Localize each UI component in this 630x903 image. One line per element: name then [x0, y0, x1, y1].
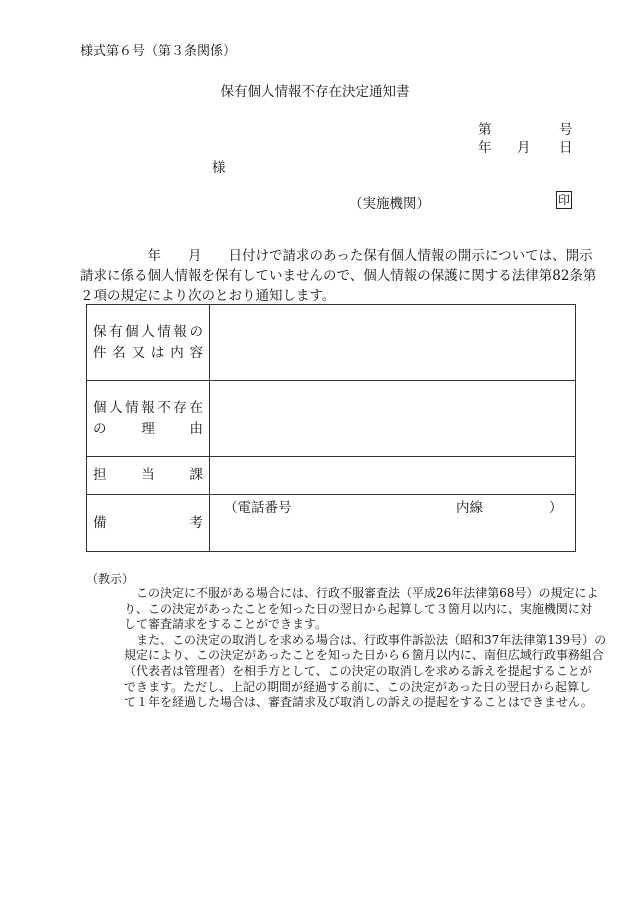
instruction-line-4: また、この決定の取消しを求める場合は、行政事件訴訟法（昭和37年法律第139号）の	[124, 632, 607, 647]
number-dai-label: 第	[478, 122, 492, 138]
instruction-line-1: この決定に不服がある場合には、行政不服審査法（平成26年法律第68号）の規定によ	[124, 586, 599, 600]
body-line-3: ２項の規定により次のとおり通知します。	[80, 288, 336, 304]
table-row	[87, 457, 576, 495]
extension-label: 内線	[456, 499, 483, 516]
label-item-name	[87, 305, 210, 381]
date-month-label: 月	[517, 140, 531, 156]
label-section-text: 担当課	[93, 467, 203, 483]
addressee-sama: 様	[212, 160, 226, 176]
instruction-line-6: （代表者は管理者）を相手方として、この決定の取消しを求める訴えを提起することが	[124, 663, 592, 678]
label-section	[87, 457, 210, 495]
phone-label: （電話番号	[224, 499, 292, 516]
label-reason-line1: 個人情報不存在	[93, 399, 203, 416]
value-section[interactable]	[210, 457, 576, 516]
document-title: 保有個人情報不存在決定通知書	[220, 84, 410, 100]
agency-label: （実施機関）	[349, 196, 430, 212]
instruction-line-5: 規定により、この決定があったことを知った日から６箇月以内に、南但広域行政事務組合	[124, 648, 604, 663]
instruction-heading: （教示）	[86, 572, 135, 586]
notice-body	[80, 246, 597, 306]
instruction-line-3: して審査請求をすることができます。	[124, 617, 328, 632]
label-reason-line2: の理由	[93, 420, 203, 437]
table-row	[87, 495, 576, 552]
label-reason	[87, 381, 210, 457]
instruction-line-7: できます。ただし、上記の期間が経過する前に、この決定があった日の翌日から起算し	[124, 679, 591, 694]
form-number: 様式第６号（第３条関係）	[80, 44, 237, 59]
date-year-label: 年	[478, 140, 492, 156]
value-reason[interactable]	[210, 381, 576, 457]
phone-close-paren: ）	[549, 499, 563, 516]
seal-box: 印	[557, 193, 570, 207]
label-item-name-line2: 件名又は内容	[93, 344, 203, 361]
label-remarks-text: 備考	[93, 514, 203, 531]
label-item-name-line1: 保有個人情報の	[93, 323, 203, 340]
instruction-line-8: て１年を経過した場合は、審査請求及び取消しの訴えの提起をすることはできません。	[124, 695, 593, 710]
table-row	[87, 305, 576, 381]
instruction-line-2: り、この決定があったことを知った日の翌日から起算して３箇月以内に、実施機関に対	[124, 601, 592, 616]
label-remarks	[87, 495, 210, 552]
body-line-2: 請求に係る個人情報を保有していませんので、個人情報の保護に関する法律第82条第	[80, 268, 597, 284]
instruction-text	[124, 586, 607, 711]
body-line-1: 年 月 日付けで請求のあった保有個人情報の開示については、開示	[80, 248, 593, 264]
info-table	[86, 304, 576, 552]
date-day-label: 日	[559, 140, 573, 156]
table-row	[87, 381, 576, 457]
value-item-name[interactable]	[210, 305, 576, 381]
number-go-label: 号	[559, 122, 573, 138]
